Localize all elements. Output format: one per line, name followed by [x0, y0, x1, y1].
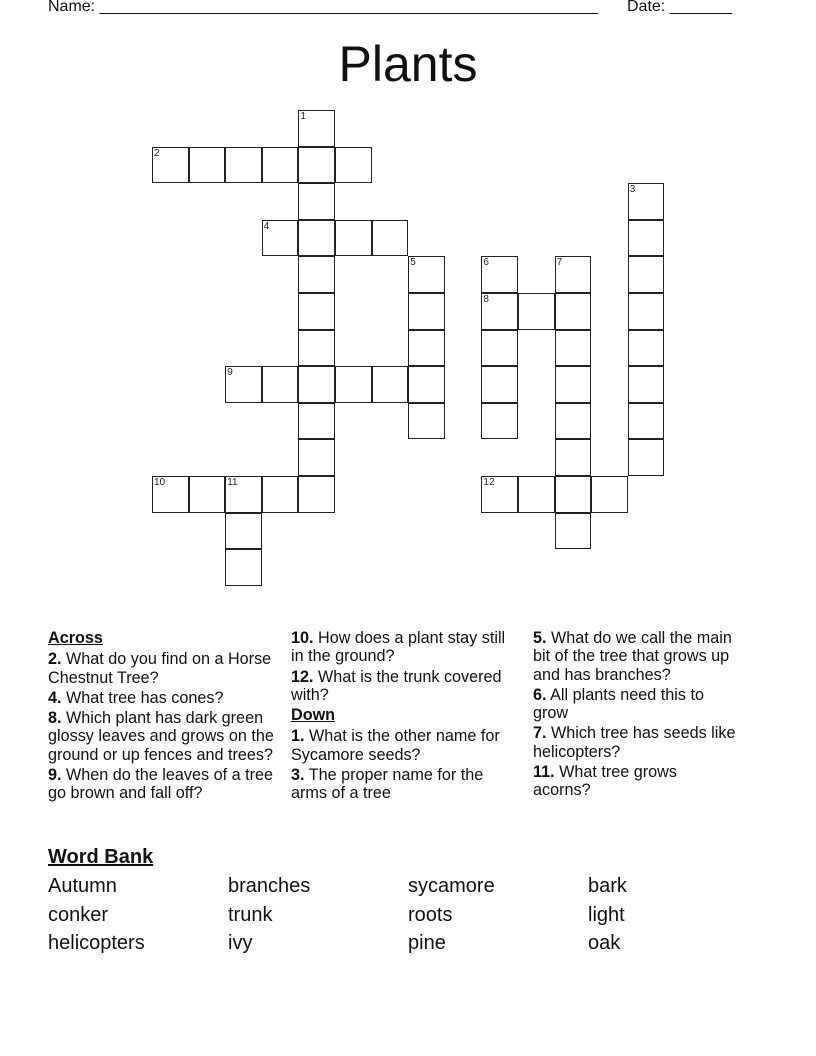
crossword-cell[interactable] — [335, 366, 372, 403]
crossword-cell[interactable] — [555, 403, 592, 440]
word-bank-word: oak — [588, 932, 621, 954]
clue-number: 6 — [483, 257, 489, 269]
clue-number: 6. — [533, 685, 547, 704]
clue — [291, 766, 516, 803]
clue-text: When do the leaves of a tree go brown and fall off? — [48, 766, 273, 803]
clue-number: 10 — [154, 477, 166, 488]
clues-column-1 — [48, 629, 283, 805]
crossword-cell[interactable] — [262, 147, 299, 184]
crossword-cell[interactable] — [408, 330, 445, 367]
crossword-cell[interactable] — [262, 476, 299, 513]
crossword-cell[interactable] — [225, 513, 262, 550]
crossword-cell[interactable] — [408, 256, 445, 293]
crossword-cell[interactable] — [189, 147, 226, 184]
across-heading: Across — [48, 629, 103, 647]
clue-number: 9 — [227, 367, 233, 379]
word-bank-word: conker — [48, 903, 109, 926]
clue-number: 8. — [48, 709, 62, 728]
word-bank-word: sycamore — [408, 875, 495, 897]
word-bank-word: pine — [408, 932, 446, 954]
clue-number: 5 — [410, 257, 416, 269]
clue-number: 10. — [291, 629, 314, 647]
clue-text: What tree has cones? — [61, 688, 224, 707]
crossword-cell[interactable] — [555, 256, 592, 293]
clue — [533, 629, 738, 684]
clue-number: 12. — [291, 667, 314, 686]
crossword-cell[interactable] — [225, 549, 262, 586]
crossword-cell[interactable] — [298, 183, 335, 220]
page-title: Plants — [338, 36, 478, 92]
crossword-cell[interactable] — [189, 476, 226, 513]
crossword-cell[interactable] — [555, 513, 592, 550]
word-bank-word: light — [588, 903, 625, 926]
crossword-cell[interactable] — [298, 439, 335, 476]
crossword-cell[interactable] — [481, 476, 518, 513]
clue-number: 11 — [227, 477, 238, 488]
crossword-cell[interactable] — [335, 147, 372, 184]
clue-text: What is the other name for Sycamore seeds? — [291, 727, 500, 764]
crossword-cell[interactable] — [518, 476, 555, 513]
word-bank-word: Autumn — [48, 875, 117, 897]
clue — [291, 727, 516, 764]
down-heading: Down — [291, 706, 336, 725]
clue — [48, 650, 283, 687]
crossword-cell[interactable] — [555, 476, 592, 513]
crossword-cell[interactable] — [408, 403, 445, 440]
crossword-cell[interactable] — [262, 366, 299, 403]
crossword-cell[interactable] — [225, 366, 262, 403]
clue-number: 4. — [48, 688, 62, 707]
clue-number: 8 — [483, 294, 489, 305]
clue-text: What is the trunk covered with? — [291, 667, 502, 704]
crossword-cell[interactable] — [628, 403, 665, 440]
clue-text: What tree grows acorns? — [533, 763, 677, 800]
crossword-cell[interactable] — [298, 220, 335, 257]
clue — [48, 766, 283, 803]
crossword-cell[interactable] — [481, 366, 518, 403]
crossword-cell[interactable] — [372, 366, 409, 403]
crossword-cell[interactable] — [555, 293, 592, 330]
crossword-cell[interactable] — [298, 476, 335, 513]
clue-text: Which plant has dark green glossy leaves and grows on the ground or up fences and trees? — [48, 709, 274, 764]
crossword-cell[interactable] — [628, 330, 665, 367]
crossword-cell[interactable] — [481, 256, 518, 293]
clue-text: What do you find on a Horse Chestnut Tree? — [48, 650, 272, 687]
clues-column-2 — [291, 629, 516, 805]
crossword-cell[interactable] — [555, 366, 592, 403]
crossword-cell[interactable] — [481, 403, 518, 440]
word-bank-title: Word Bank — [48, 846, 154, 868]
clue-number: 7 — [556, 257, 563, 269]
crossword-cell[interactable] — [298, 256, 335, 293]
word-bank-word: trunk — [228, 903, 273, 926]
clue — [48, 709, 283, 764]
crossword-cell[interactable] — [408, 366, 445, 403]
clue — [291, 629, 516, 666]
crossword-cell[interactable] — [628, 439, 665, 476]
clue — [291, 668, 516, 705]
clue — [533, 763, 738, 800]
crossword-cell[interactable] — [298, 330, 335, 367]
clue-number: 11. — [533, 763, 555, 782]
name-field[interactable]: Name: ________________________________________________________ — [48, 0, 598, 15]
clue-text: Which tree has seeds like helicopters? — [533, 724, 736, 761]
crossword-cell[interactable] — [152, 147, 189, 184]
crossword-cell[interactable] — [591, 476, 628, 513]
clue-number: 3 — [629, 184, 636, 196]
crossword-cell[interactable] — [298, 147, 335, 184]
date-field[interactable]: Date: _______ — [627, 0, 732, 15]
clue-number: 3. — [291, 766, 305, 785]
word-bank-word: helicopters — [48, 932, 145, 954]
crossword-cell[interactable] — [555, 330, 592, 367]
clues-column-3 — [533, 629, 738, 802]
crossword-cell[interactable] — [518, 293, 555, 330]
crossword-cell[interactable] — [628, 366, 665, 403]
word-bank-word: ivy — [228, 932, 253, 954]
word-bank-word: branches — [228, 875, 311, 897]
crossword-cell[interactable] — [481, 330, 518, 367]
crossword-cell[interactable] — [628, 220, 665, 257]
crossword-cell[interactable] — [152, 476, 189, 513]
clue — [533, 724, 738, 761]
crossword-cell[interactable] — [298, 110, 335, 147]
clue-text: How does a plant stay still in the ground? — [291, 629, 506, 666]
clue-number: 1. — [291, 727, 305, 746]
word-bank-word: bark — [588, 875, 627, 897]
crossword-cell[interactable] — [481, 293, 518, 330]
clue — [533, 686, 738, 723]
clue-number: 5. — [533, 629, 547, 647]
clue-number: 1 — [300, 111, 306, 122]
crossword-cell[interactable] — [628, 293, 665, 330]
clue-number: 12 — [483, 477, 495, 488]
crossword-cell[interactable] — [298, 403, 335, 440]
crossword-cell[interactable] — [408, 293, 445, 330]
clue-number: 9. — [48, 766, 62, 785]
clue-text: The proper name for the arms of a tree — [291, 766, 484, 803]
crossword-cell[interactable] — [298, 293, 335, 330]
clue-text: What do we call the main bit of the tree that grows up and has branches? — [533, 629, 732, 684]
crossword-cell[interactable] — [628, 256, 665, 293]
crossword-cell[interactable] — [335, 220, 372, 257]
crossword-cell[interactable] — [298, 366, 335, 403]
crossword-cell[interactable] — [555, 439, 592, 476]
clue-number: 2 — [154, 147, 160, 159]
clue-number: 7. — [533, 724, 547, 743]
clue-number: 2. — [48, 650, 62, 669]
crossword-cell[interactable] — [372, 220, 409, 257]
clue-text: All plants need this to grow — [533, 685, 704, 723]
crossword-cell[interactable] — [225, 476, 262, 513]
crossword-cell[interactable] — [262, 220, 299, 257]
crossword-cell[interactable] — [628, 183, 665, 220]
crossword-cell[interactable] — [225, 147, 262, 184]
clue — [48, 689, 283, 707]
clue-number: 4 — [263, 220, 270, 232]
word-bank-word: roots — [408, 903, 453, 926]
